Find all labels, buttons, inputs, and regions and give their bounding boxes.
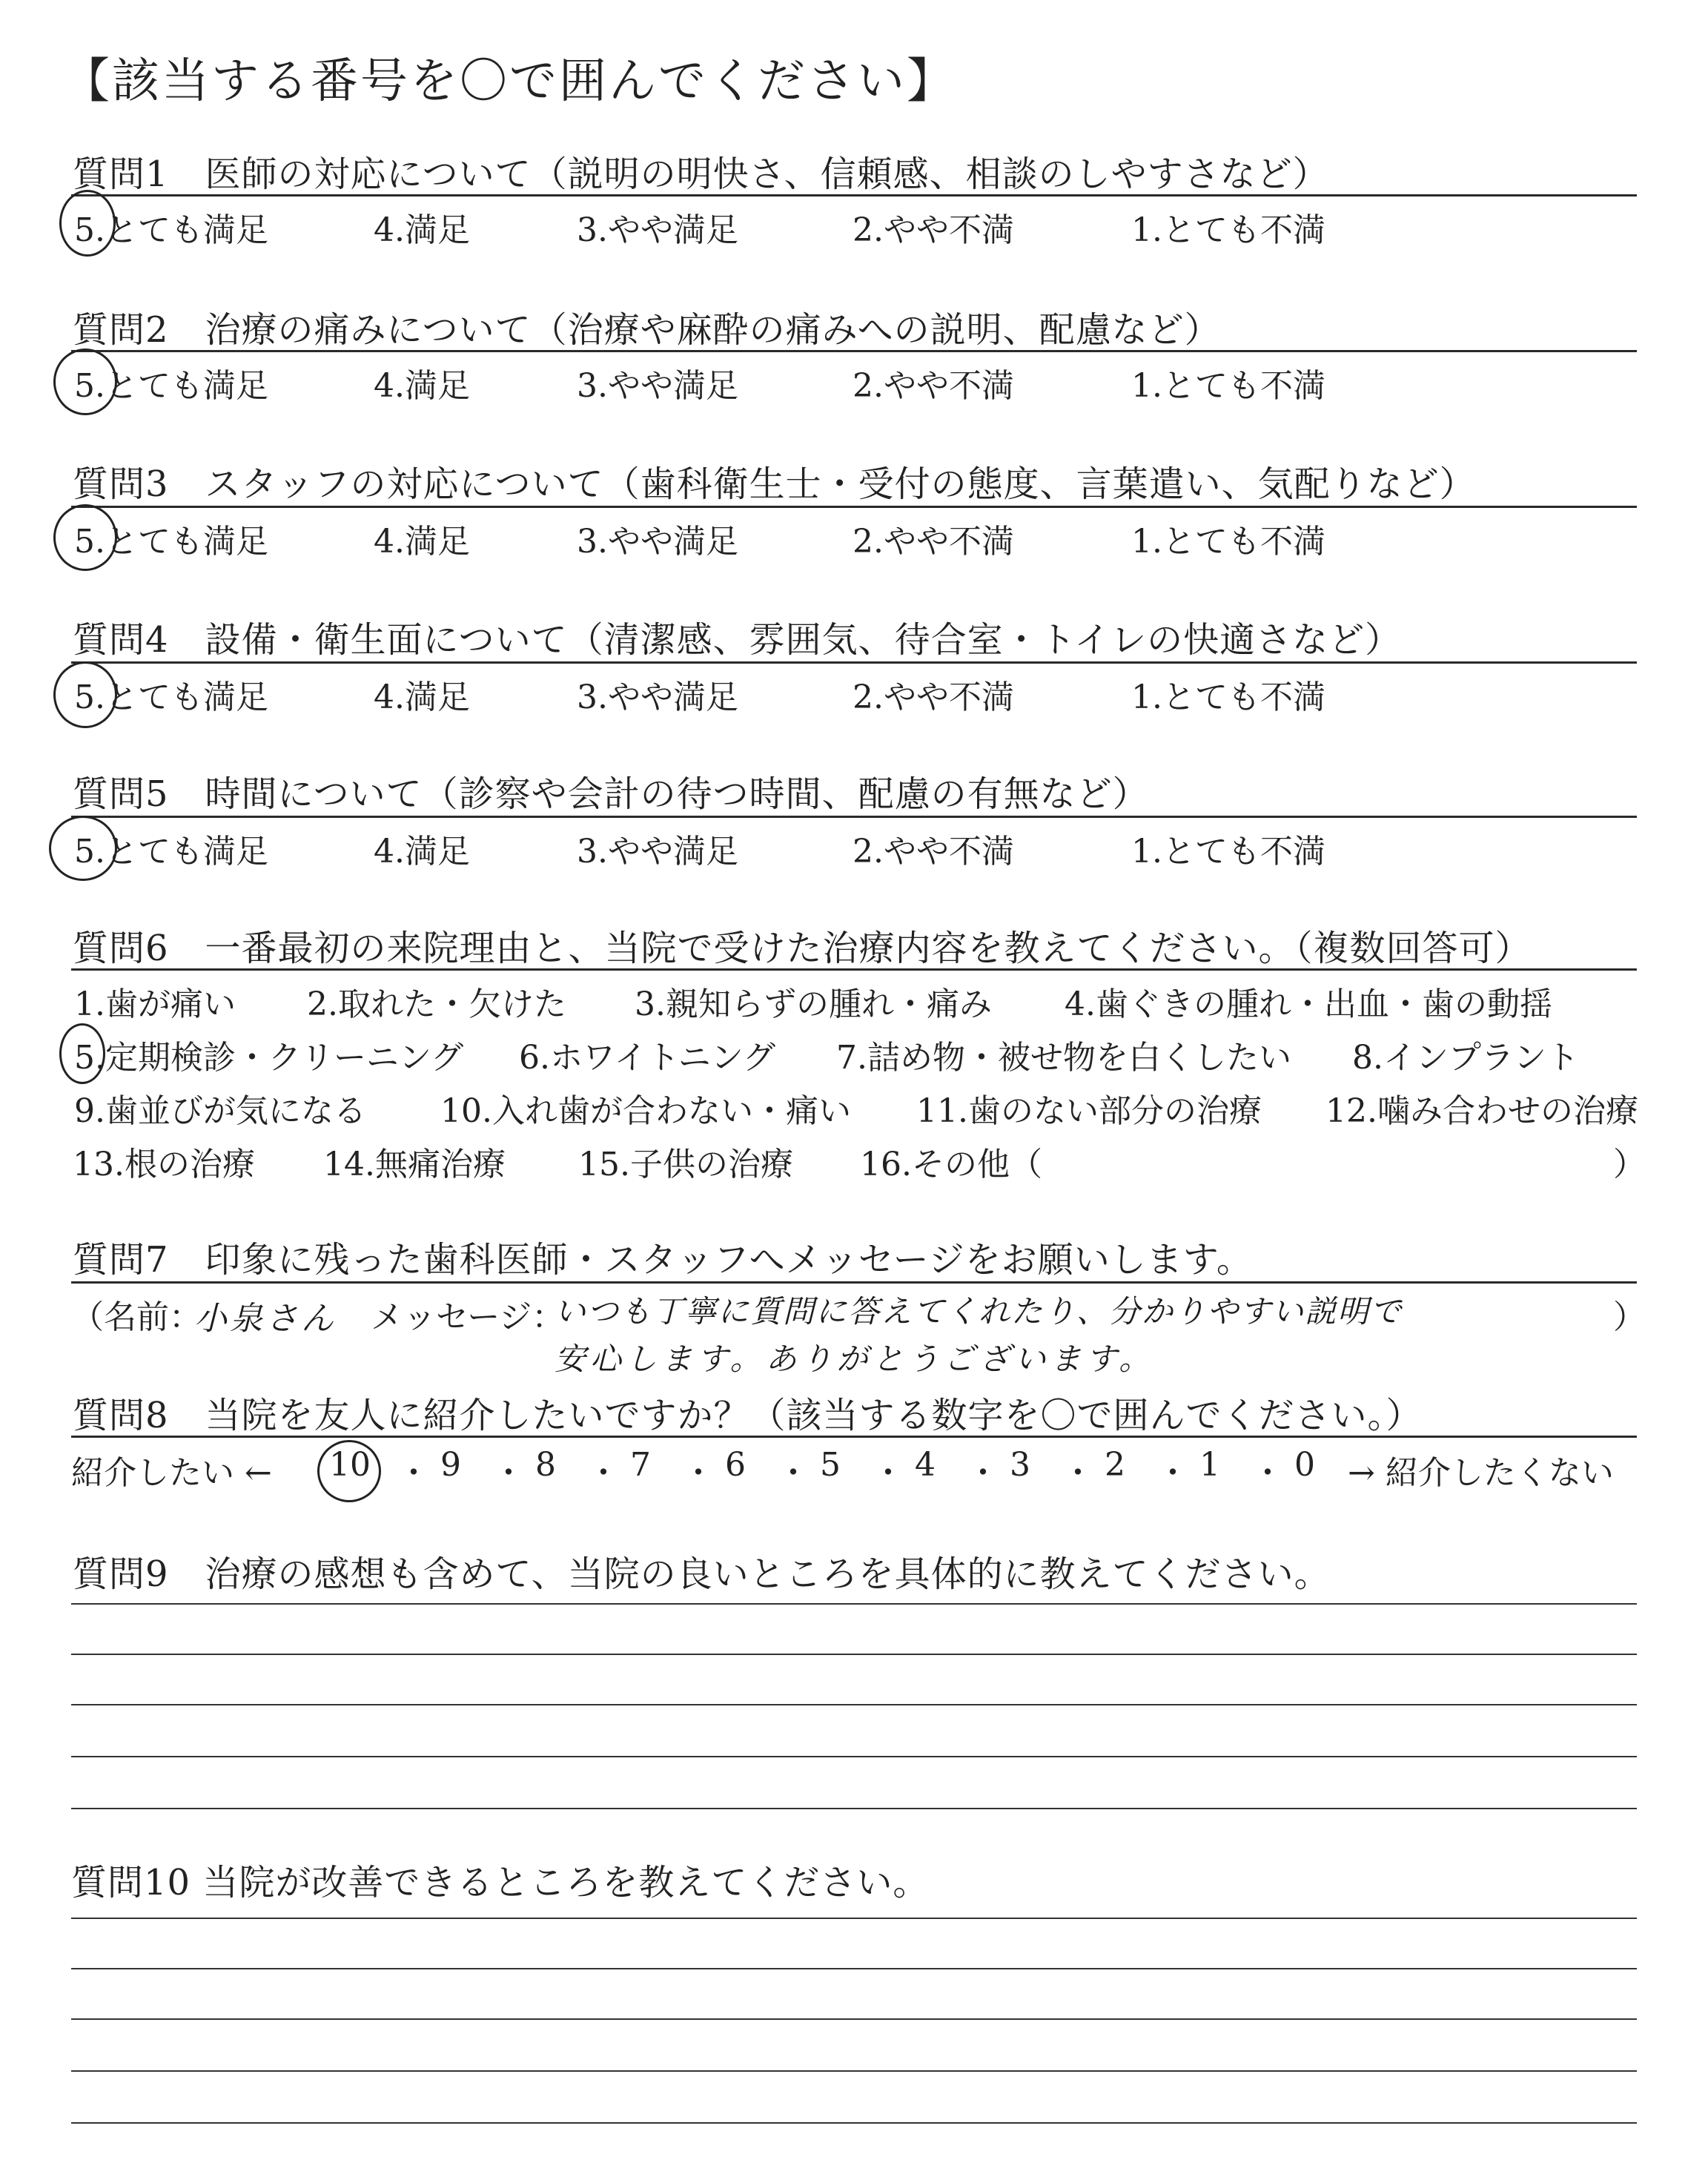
option-4[interactable]: 4.満足 bbox=[374, 367, 470, 405]
reason-option-3[interactable]: 3.親知らずの腫れ・痛み bbox=[635, 985, 992, 1023]
writing-line[interactable] bbox=[71, 1918, 1637, 1919]
reason-option-11[interactable]: 11.歯のない部分の治療 bbox=[916, 1092, 1262, 1130]
option-5[interactable]: 5.とても満足 bbox=[74, 367, 268, 405]
scale-10[interactable]: 10 bbox=[329, 1446, 371, 1484]
writing-line[interactable] bbox=[71, 1808, 1637, 1809]
scale-8[interactable]: 8 bbox=[535, 1446, 556, 1484]
name-label: （名前： bbox=[71, 1298, 202, 1336]
scale-0[interactable]: 0 bbox=[1294, 1446, 1315, 1484]
question-title: 質問3 スタッフの対応について（歯科衛生士・受付の態度、言葉遣い、気配りなど） bbox=[73, 463, 1476, 505]
divider bbox=[71, 661, 1637, 664]
question-title: 質問2 治療の痛みについて（治療や麻酔の痛みへの説明、配慮など） bbox=[73, 309, 1221, 351]
option-1[interactable]: 1.とても不満 bbox=[1131, 833, 1325, 871]
page-heading: 【該当する番号を〇で囲んでください】 bbox=[62, 54, 956, 109]
writing-line[interactable] bbox=[71, 2070, 1637, 2072]
scale-dot: ・ bbox=[1062, 1454, 1094, 1492]
writing-line[interactable] bbox=[71, 1756, 1637, 1757]
option-5[interactable]: 5.とても満足 bbox=[74, 833, 268, 871]
option-4[interactable]: 4.満足 bbox=[374, 833, 470, 871]
writing-line[interactable] bbox=[71, 1654, 1637, 1655]
option-1[interactable]: 1.とても不満 bbox=[1131, 678, 1325, 716]
writing-line[interactable] bbox=[71, 1704, 1637, 1705]
other-close-paren: ） bbox=[1613, 1146, 1646, 1183]
reason-option-14[interactable]: 14.無痛治療 bbox=[323, 1146, 506, 1183]
scale-dot: ・ bbox=[682, 1454, 715, 1492]
recommend-left-label: 紹介したい ← bbox=[71, 1454, 272, 1492]
option-1[interactable]: 1.とても不満 bbox=[1131, 367, 1325, 405]
recommend-right-label: → 紹介したくない bbox=[1348, 1454, 1614, 1492]
option-4[interactable]: 4.満足 bbox=[374, 211, 470, 249]
option-3[interactable]: 3.やや満足 bbox=[577, 833, 738, 871]
option-2[interactable]: 2.やや不満 bbox=[853, 523, 1014, 561]
question-title: 質問4 設備・衛生面について（清潔感、雰囲気、待合室・トイレの快適さなど） bbox=[73, 619, 1402, 661]
reason-option-2[interactable]: 2.取れた・欠けた bbox=[307, 985, 566, 1023]
reason-option-13[interactable]: 13.根の治療 bbox=[73, 1146, 255, 1183]
question-title: 質問1 医師の対応について（説明の明快さ、信頼感、相談のしやすさなど） bbox=[73, 153, 1329, 195]
reason-option-16[interactable]: 16.その他（ bbox=[860, 1146, 1042, 1183]
divider bbox=[71, 1436, 1637, 1438]
divider bbox=[71, 194, 1637, 196]
scale-2[interactable]: 2 bbox=[1105, 1446, 1125, 1484]
name-value-handwritten[interactable]: 小泉さん bbox=[194, 1300, 337, 1338]
scale-1[interactable]: 1 bbox=[1199, 1446, 1220, 1484]
scale-9[interactable]: 9 bbox=[440, 1446, 461, 1484]
option-5[interactable]: 5.とても満足 bbox=[74, 523, 268, 561]
scale-6[interactable]: 6 bbox=[725, 1446, 746, 1484]
message-line-2-handwritten[interactable]: 安心します。ありがとうございます。 bbox=[555, 1341, 1155, 1377]
divider bbox=[71, 506, 1637, 508]
scale-7[interactable]: 7 bbox=[630, 1446, 651, 1484]
question-title: 質問7 印象に残った歯科医師・スタッフへメッセージをお願いします。 bbox=[73, 1239, 1253, 1281]
option-2[interactable]: 2.やや不満 bbox=[853, 678, 1014, 716]
question-title: 質問9 治療の感想も含めて、当院の良いところを具体的に教えてください。 bbox=[73, 1553, 1331, 1595]
question-title: 質問6 一番最初の来院理由と、当院で受けた治療内容を教えてください。（複数回答可） bbox=[73, 928, 1532, 969]
option-2[interactable]: 2.やや不満 bbox=[853, 367, 1014, 405]
scale-dot: ・ bbox=[872, 1454, 904, 1492]
reason-option-6[interactable]: 6.ホワイトニング bbox=[519, 1039, 776, 1077]
option-5[interactable]: 5.とても満足 bbox=[74, 678, 268, 716]
reason-option-9[interactable]: 9.歯並びが気になる bbox=[74, 1092, 366, 1130]
writing-line[interactable] bbox=[71, 2122, 1637, 2124]
question-title: 質問8 当院を友人に紹介したいですか？（該当する数字を〇で囲んでください。） bbox=[73, 1395, 1423, 1436]
option-3[interactable]: 3.やや満足 bbox=[577, 367, 738, 405]
scale-4[interactable]: 4 bbox=[915, 1446, 936, 1484]
scale-3[interactable]: 3 bbox=[1010, 1446, 1030, 1484]
reason-option-8[interactable]: 8.インプラント bbox=[1352, 1039, 1579, 1077]
scale-dot: ・ bbox=[1156, 1454, 1189, 1492]
option-2[interactable]: 2.やや不満 bbox=[853, 833, 1014, 871]
scale-dot: ・ bbox=[492, 1454, 525, 1492]
reason-option-4[interactable]: 4.歯ぐきの腫れ・出血・歯の動揺 bbox=[1065, 985, 1552, 1023]
message-line-1-handwritten[interactable]: いつも丁寧に質問に答えてくれたり、分かりやすい説明で bbox=[555, 1293, 1403, 1330]
message-label: メッセージ： bbox=[371, 1298, 565, 1336]
reason-option-15[interactable]: 15.子供の治療 bbox=[578, 1146, 793, 1183]
scale-5[interactable]: 5 bbox=[820, 1446, 841, 1484]
message-close-paren: ） bbox=[1613, 1298, 1646, 1336]
divider bbox=[71, 350, 1637, 352]
scale-dot: ・ bbox=[587, 1454, 620, 1492]
question-title: 質問5 時間について（診察や会計の待つ時間、配慮の有無など） bbox=[73, 773, 1149, 815]
scale-dot: ・ bbox=[777, 1454, 810, 1492]
option-3[interactable]: 3.やや満足 bbox=[577, 523, 738, 561]
option-5[interactable]: 5.とても満足 bbox=[74, 211, 268, 249]
reason-option-12[interactable]: 12.噛み合わせの治療 bbox=[1325, 1092, 1638, 1130]
writing-line[interactable] bbox=[71, 1603, 1637, 1605]
scale-dot: ・ bbox=[967, 1454, 999, 1492]
option-1[interactable]: 1.とても不満 bbox=[1131, 211, 1325, 249]
writing-line[interactable] bbox=[71, 1968, 1637, 1969]
option-1[interactable]: 1.とても不満 bbox=[1131, 523, 1325, 561]
reason-option-7[interactable]: 7.詰め物・被せ物を白くしたい bbox=[836, 1039, 1291, 1077]
option-2[interactable]: 2.やや不満 bbox=[853, 211, 1014, 249]
divider bbox=[71, 968, 1637, 971]
scale-dot: ・ bbox=[1251, 1454, 1284, 1492]
reason-option-10[interactable]: 10.入れ歯が合わない・痛い bbox=[440, 1092, 851, 1130]
option-3[interactable]: 3.やや満足 bbox=[577, 678, 738, 716]
reason-option-1[interactable]: 1.歯が痛い bbox=[74, 985, 236, 1023]
divider bbox=[71, 816, 1637, 818]
writing-line[interactable] bbox=[71, 2018, 1637, 2020]
option-4[interactable]: 4.満足 bbox=[374, 678, 470, 716]
question-title: 質問10 当院が改善できるところを教えてください。 bbox=[71, 1862, 930, 1903]
option-3[interactable]: 3.やや満足 bbox=[577, 211, 738, 249]
divider bbox=[71, 1281, 1637, 1284]
scale-dot: ・ bbox=[397, 1454, 430, 1492]
reason-option-5[interactable]: 5.定期検診・クリーニング bbox=[74, 1039, 464, 1077]
option-4[interactable]: 4.満足 bbox=[374, 523, 470, 561]
